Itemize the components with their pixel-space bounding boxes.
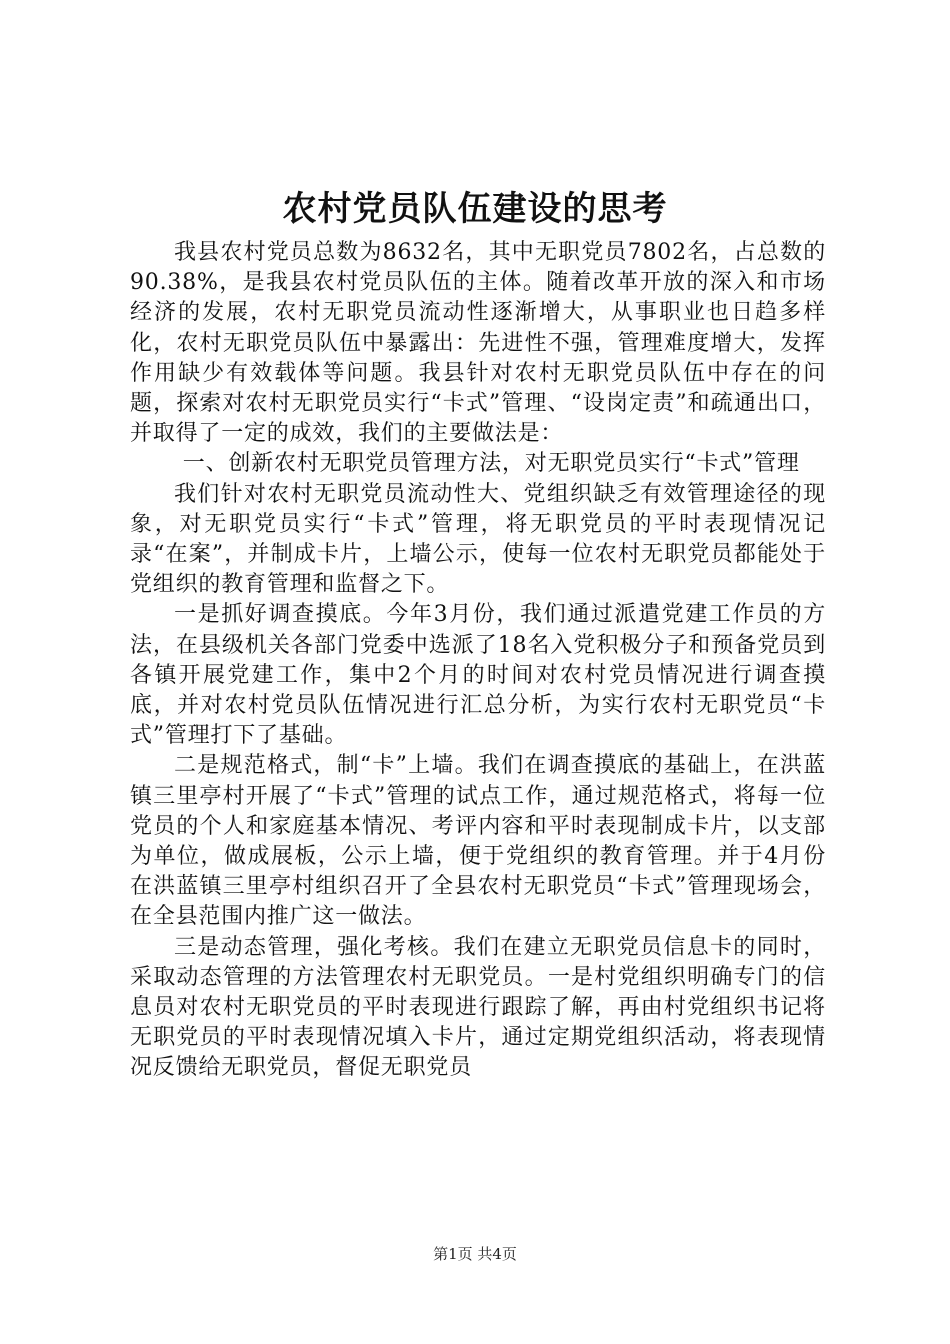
body-paragraph: 二是规范格式，制“卡”上墙。我们在调查摸底的基础上，在洪蓝镇三里亭村开展了“卡式”管理的试点工作，通过规范格式，将每一位党员的个人和家庭基本情况、考评内容和平时表现制成卡片，以支部为单位，做成展板，公示上墙，便于党组织的教育管理。并于4月份在洪蓝镇三里亭村组织召开了全县农村无职党员“卡式”管理现场会，在全县范围内推广这一做法。	[130, 753, 826, 930]
page-number-footer: 第1页 共4页	[433, 1245, 517, 1263]
body-paragraph: 我们针对农村无职党员流动性大、党组织缺乏有效管理途径的现象，对无职党员实行“卡式”管理，将无职党员的平时表现情况记录“在案”，并制成卡片，上墙公示，使每一位农村无职党员都能处于党组织的教育管理和监督之下。	[130, 481, 826, 598]
body-paragraph: 一是抓好调查摸底。今年3月份，我们通过派遣党建工作员的方法，在县级机关各部门党委中选派了18名入党积极分子和预备党员到各镇开展党建工作，集中2个月的时间对农村党员情况进行调查摸底，并对农村党员队伍情况进行汇总分析，为实行农村无职党员“卡式”管理打下了基础。	[130, 602, 826, 749]
document-body	[130, 238, 826, 1084]
body-paragraph-intro: 我县农村党员总数为8632名，其中无职党员7802名，占总数的90.38%，是我县农村党员队伍的主体。随着改革开放的深入和市场经济的发展，农村无职党员流动性逐渐增大，从事职业也日趋多样化，农村无职党员队伍中暴露出：先进性不强，管理难度增大，发挥作用缺少有效载体等问题。我县针对农村无职党员队伍中存在的问题，探索对农村无职党员实行“卡式”管理、“设岗定责”和疏通出口，并取得了一定的成效，我们的主要做法是：	[130, 240, 826, 447]
section-heading-one: 一、创新农村无职党员管理方法，对无职党员实行“卡式”管理	[182, 451, 800, 477]
document-title: 农村党员队伍建设的思考	[282, 189, 668, 229]
body-paragraph: 三是动态管理，强化考核。我们在建立无职党员信息卡的同时，采取动态管理的方法管理农村无职党员。一是村党组织明确专门的信息员对农村无职党员的平时表现进行跟踪了解，再由村党组织书记将无职党员的平时表现情况填入卡片，通过定期党组织活动，将表现情况反馈给无职党员，督促无职党员	[130, 934, 826, 1081]
